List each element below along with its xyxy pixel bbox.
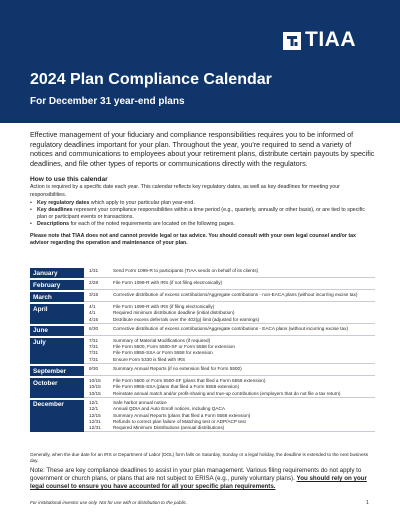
entry-text: Summary Annual Reports (plans that filed a Form 5558 extension) [113,412,251,418]
entry-date: 12/15 [89,412,101,418]
list-item: • Descriptions for each of the noted requirements are located on the following pages. [30,221,375,228]
calendar-entry [89,326,375,332]
compliance-note: Note: These are key compliance deadlines to assist in your plan management. Various filing requirements do not apply to government or church plans, or plans that are not subject to ERISA (e.g., purely voluntary plans). You should rely on your legal counsel to ensure you have accounted for all your specific plan requirements. [30,467,367,490]
month-label: June [30,326,84,336]
logo-text: TIAA [305,28,356,51]
calendar-row [30,268,375,278]
calendar-entry [89,391,375,397]
entry-text: Annual QDIA and Auto Enroll notices, including QACA [113,406,226,412]
footnote: Generally, when the due date for an IRS or Department of Labor (DOL) form falls on Saturday, Sunday or a legal holiday, the deadline is extended to the next business day. [30,452,369,463]
footer-disclaimer: For institutional investor use only. Not for use with or distribution to the public. [30,500,188,505]
entry-text: File Form 5500 or Form 5500-SF (plans that filed a Form 5558 extension) [113,378,266,384]
month-entries [84,400,375,432]
how-to-text: Action is required by a specific date each year. This calendar reflects key regulatory dates, as well as key deadlines for meeting your responsibilities. [30,184,340,198]
page-number: 1 [366,500,369,506]
entry-date: 7/31 [89,356,99,362]
month-label: October [30,378,84,398]
entry-text: File Form 8955-SSA (plans that filed a Form 5558 extension) [113,384,240,390]
month-entries [84,338,375,364]
legal-counsel-emphasis: You should rely on your legal counsel to ensure you have accounted for all your specific plan requirements. [30,475,367,490]
calendar-row [30,326,375,336]
calendar-row [30,292,375,302]
month-label: April [30,304,84,324]
calendar-entry [89,317,375,323]
calendar-row [30,378,375,398]
tiaa-mark-icon [283,32,301,50]
entry-text: File Form 1099-R with IRS (if filing electronically) [113,304,215,309]
calendar-entry [89,280,375,286]
entry-text: Send Form 1099-R to participants (TIAA sends on behalf of its clients) [113,268,259,273]
entry-date: 12/1 [89,399,99,405]
entry-date: 1/31 [89,268,99,273]
calendar-entry [89,292,375,298]
page-subtitle: For December 31 year-end plans [30,96,185,107]
calendar-row [30,366,375,376]
month-entries [84,280,375,290]
how-to-list [30,200,375,229]
entry-date: 10/15 [89,384,101,390]
month-label: December [30,400,84,432]
calendar-entry [89,425,375,431]
entry-text: Corrective distribution of excess contributions/Aggregate contributions - non-EACA plans (without incurring excise tax) [113,292,358,297]
entry-text: Corrective distribution of excess contributions/Aggregate contributions - EACA plans (without incurring excise tax) [113,325,349,331]
entry-text: Required Minimum Distributions (annual distributions) [113,425,225,431]
entry-date: 9/30 [89,366,99,372]
month-label: March [30,292,84,302]
entry-text: Safe harbor annual notice [113,399,167,405]
entry-date: 10/15 [89,390,101,396]
entry-text: File Form 8955-SSA or Form 5558 for extension [113,350,213,356]
entry-date: 7/31 [89,344,99,350]
entry-text: Summary Annual Reports (if no extension filed for Form 5500) [113,366,242,372]
entry-text: Summary of Material Modifications (if required) [113,337,211,343]
calendar-row [30,304,375,324]
entry-date: 7/31 [89,350,99,356]
calendar-row [30,338,375,364]
calendar-entry [89,357,375,363]
entry-date: 2/28 [89,280,99,285]
entry-text: Distribute excess deferrals over the 402(g) limit (adjusted for earnings) [113,316,260,322]
month-label: February [30,280,84,290]
header-banner [0,0,400,123]
month-entries [84,304,375,324]
month-entries [84,268,375,278]
intro-paragraph: Effective management of your fiduciary and compliance responsibilities requires you to be informed of regulatory deadlines important for your plan. Throughout the year, you're required to send a variety of notices and communications to employees about your retirement plans, distribute certain payouts by specific deadlines, and file other types of reports or communications directly with the regulators. [30,130,375,168]
entry-date: 7/31 [89,337,99,343]
calendar-entry [89,366,375,372]
entry-text: Refunds to correct plan failure of Matching test or ADP/ACP test [113,418,246,424]
entry-text: Ensure Form 5330 is filed with IRS [113,356,186,362]
month-entries [84,326,375,336]
month-label: January [30,268,84,278]
compliance-calendar [30,268,375,434]
entry-date: 4/1 [89,310,96,316]
list-item: • Key deadlines represent your compliance responsibilities within a time period (e.g., quarterly, annually or other basis), or are tied to specific plan or participant events or transactions. [30,207,375,221]
entry-date: 12/31 [89,418,101,424]
tiaa-logo [283,30,373,52]
how-to-heading: How to use this calendar [30,176,108,184]
month-entries [84,292,375,302]
calendar-row [30,400,375,432]
entry-date: 6/30 [89,325,99,331]
entry-text: Required minimum distribution deadline (initial distribution) [113,310,235,316]
entry-date: 10/15 [89,378,101,384]
month-entries [84,378,375,398]
list-item: • Key regulatory dates which apply to your particular plan year-end. [30,200,375,207]
entry-date: 3/15 [89,292,99,297]
entry-text: Reinstate annual match and/or profit-sharing and true-up contributions (employers that do not file a tax return) [113,390,341,396]
intro-section [30,130,375,247]
page-title: 2024 Plan Compliance Calendar [30,71,272,88]
legal-disclaimer: Please note that TIAA does not and cannot provide legal or tax advice. You should consult with your own legal counsel and/or tax advisor regarding the operation and maintenance of your plan. [30,232,357,246]
month-label: July [30,338,84,364]
entry-text: File Form 5500, Form 5500-SF or Form 5558 for extension [113,344,235,350]
entry-date: 4/15 [89,316,99,322]
entry-date: 12/1 [89,406,99,412]
month-entries [84,366,375,376]
calendar-row [30,280,375,290]
month-label: September [30,366,84,376]
entry-date: 4/1 [89,304,96,309]
entry-date: 12/31 [89,425,101,431]
calendar-entry [89,268,375,274]
entry-text: File Form 1099-R with IRS (if not filing electronically) [113,280,223,285]
